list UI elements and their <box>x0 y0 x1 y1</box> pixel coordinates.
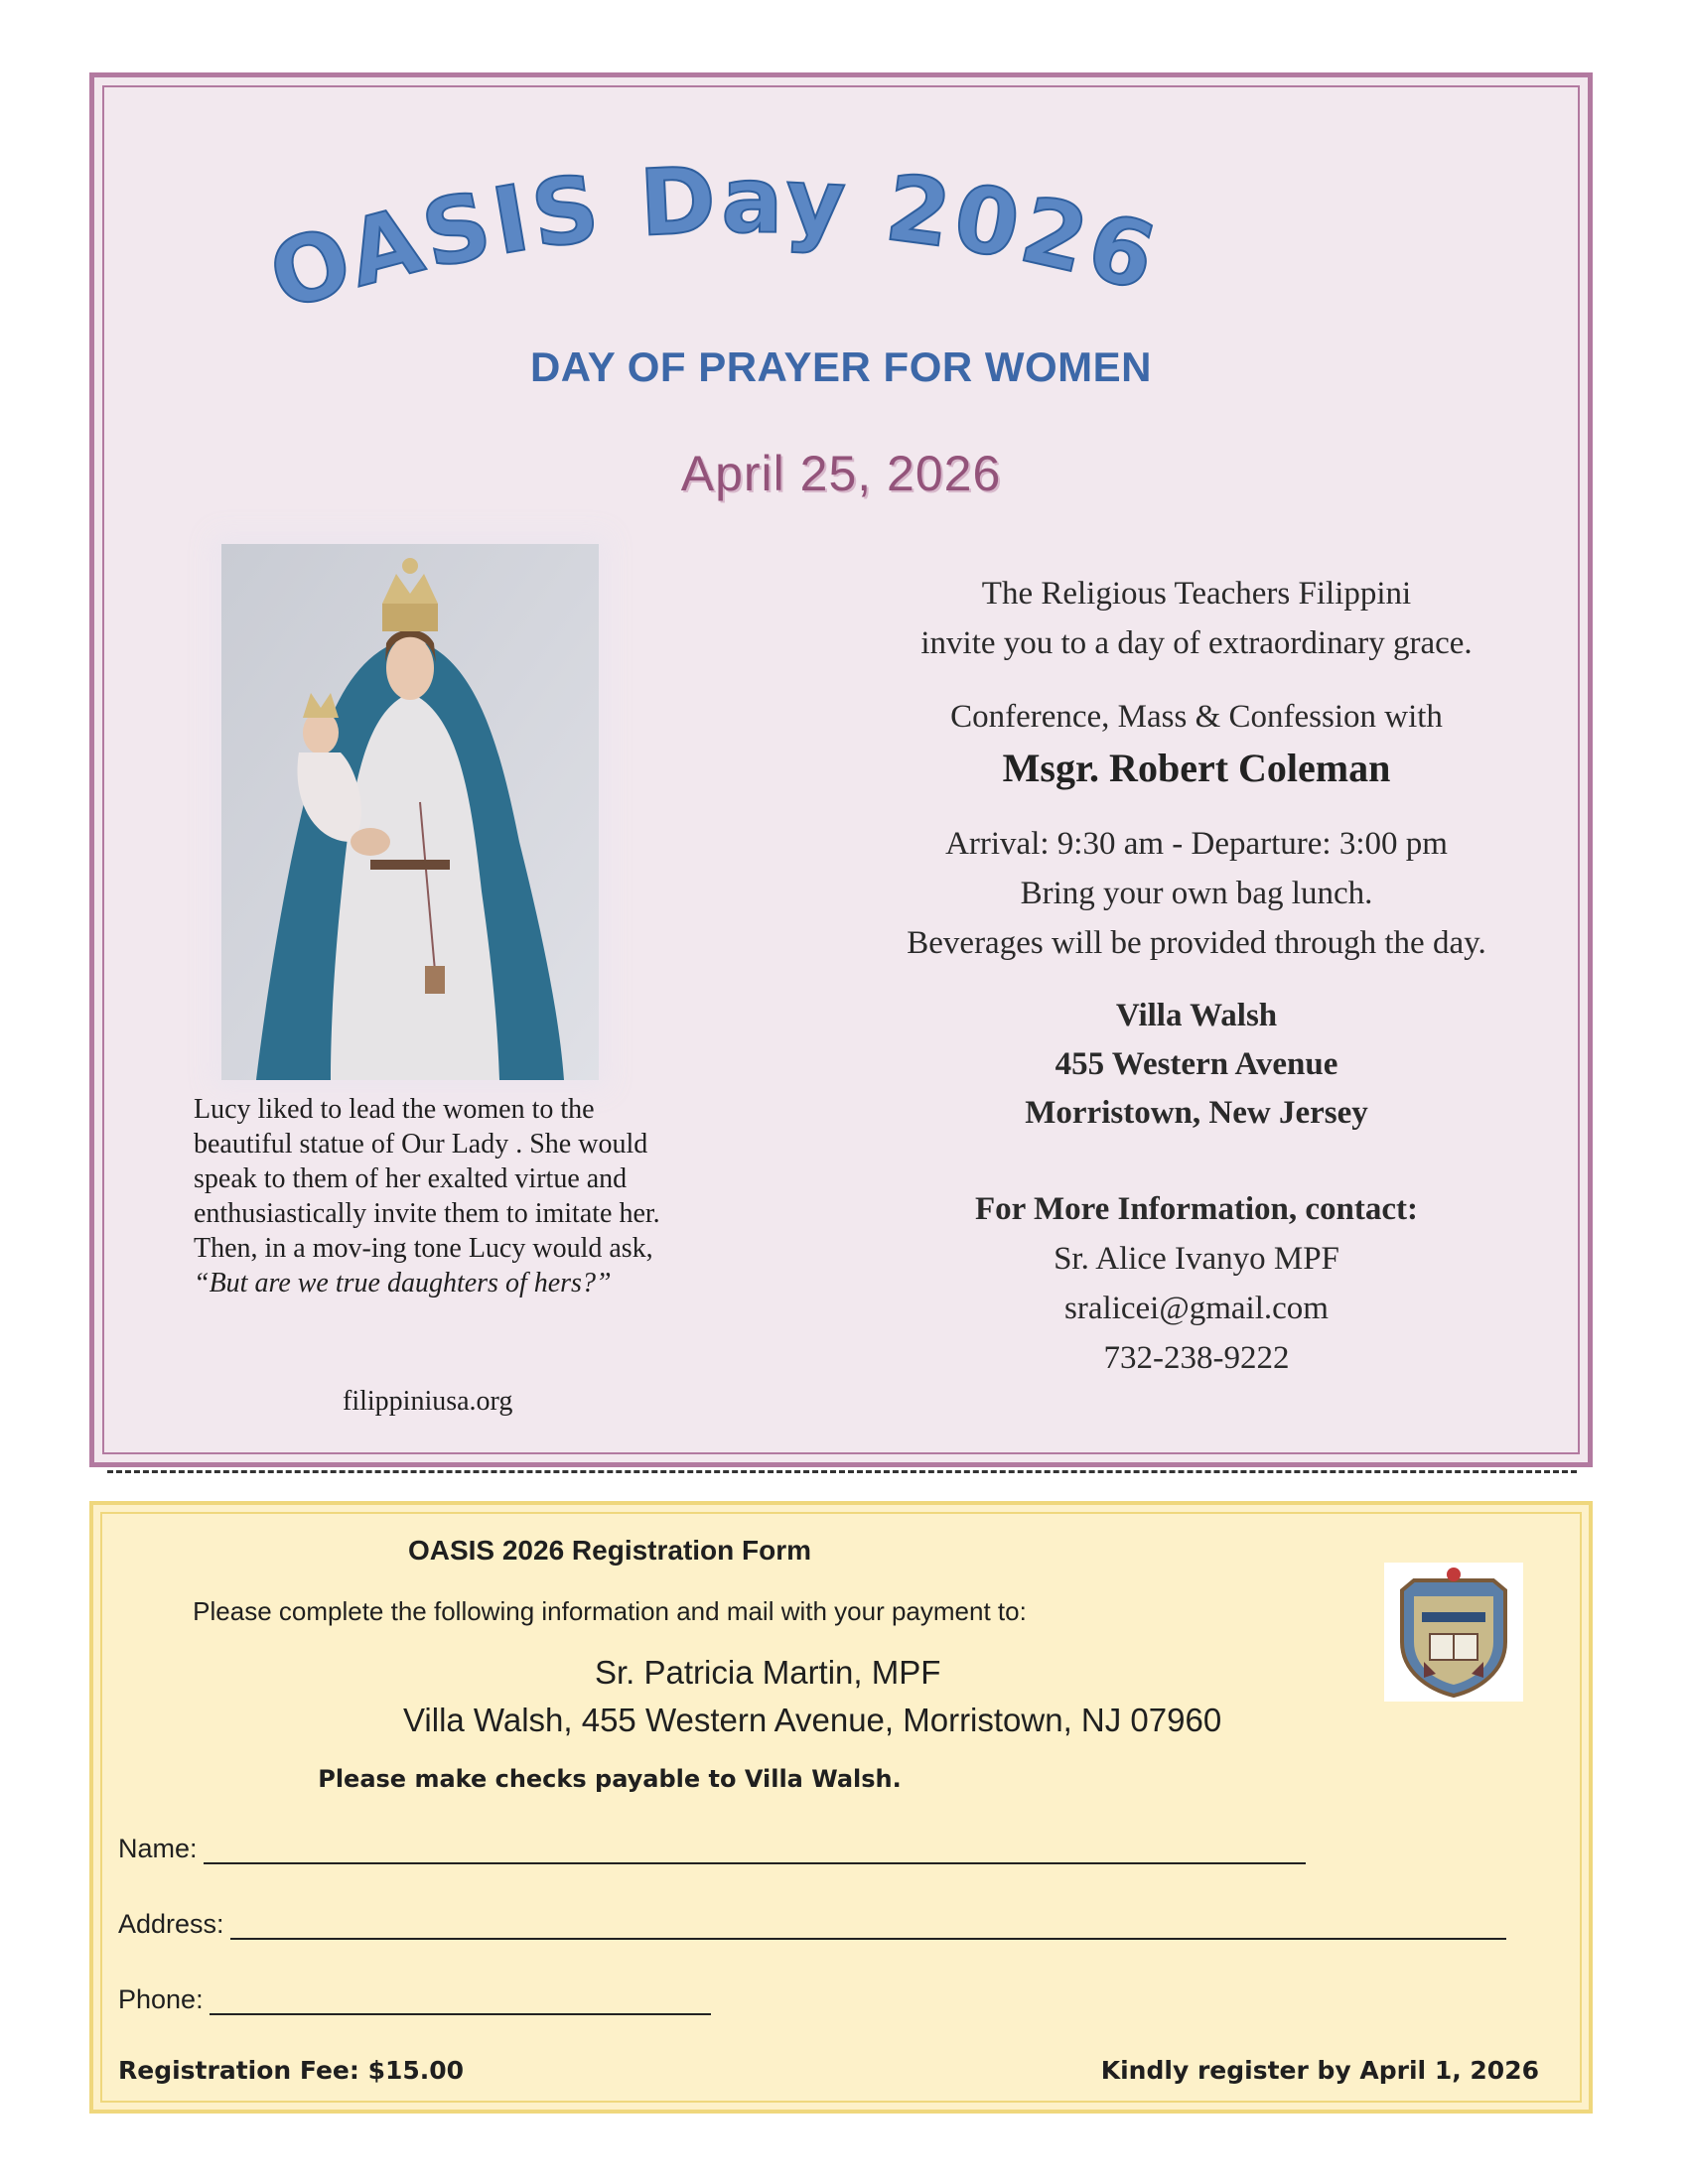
name-field[interactable] <box>118 1833 1306 1864</box>
contact-heading: For More Information, contact: <box>975 1191 1418 1227</box>
lunch-note: Bring your own bag lunch. <box>1020 876 1373 911</box>
headline-text: OASIS Day 2026 <box>257 147 1171 332</box>
contact-email[interactable]: sralicei@gmail.com <box>1064 1291 1329 1326</box>
caption-quote: “But are we true daughters of hers?” <box>194 1268 612 1298</box>
name-input-line[interactable] <box>204 1833 1306 1864</box>
event-info <box>829 569 1564 1383</box>
flyer-panel <box>89 72 1593 1467</box>
subheading: DAY OF PRAYER FOR WOMEN <box>529 343 1153 390</box>
venue-street: 455 Western Avenue <box>1055 1046 1338 1082</box>
invite-line-1: The Religious Teachers Filippini <box>981 576 1412 612</box>
speaker-name: Msgr. Robert Coleman <box>1002 746 1391 790</box>
mail-recipient: Sr. Patricia Martin, MPF <box>595 1654 941 1691</box>
address-field[interactable] <box>118 1908 1506 1940</box>
invite-line-2: invite you to a day of extraordinary grace. <box>920 625 1473 661</box>
form-title: OASIS 2026 Registration Form <box>407 1535 812 1566</box>
checks-note: Please make checks payable to Villa Walsh. <box>318 1765 902 1793</box>
phone-field[interactable] <box>118 1983 711 2015</box>
mail-address: Villa Walsh, 455 Western Avenue, Morristown, NJ 07960 <box>403 1702 1222 1738</box>
statue-photo <box>221 544 599 1080</box>
caption <box>194 1092 685 1300</box>
name-label: Name: <box>118 1834 198 1863</box>
event-date: April 25, 2026 <box>680 446 1002 501</box>
caption-text: Lucy liked to lead the women to the beautiful statue of Our Lady . She would speak to them of her exalted virtue and enthusiastically invite them to imitate her. Then, in a mov-ing tone Lucy would ask, <box>194 1094 660 1264</box>
cut-line-divider <box>107 1470 1577 1483</box>
venue-name: Villa Walsh <box>1115 998 1278 1033</box>
phone-input-line[interactable] <box>210 1983 711 2015</box>
beverages-note: Beverages will be provided through the day. <box>907 925 1486 961</box>
registration-fee: Registration Fee: $15.00 <box>118 2056 465 2085</box>
address-input-line[interactable] <box>230 1908 1506 1940</box>
contact-name: Sr. Alice Ivanyo MPF <box>1054 1241 1339 1277</box>
address-label: Address: <box>118 1909 224 1939</box>
conference-line: Conference, Mass & Confession with <box>950 699 1443 735</box>
seal-logo <box>1384 1563 1523 1702</box>
venue-city: Morristown, New Jersey <box>1025 1095 1368 1131</box>
form-instructions: Please complete the following information and mail with your payment to: <box>193 1596 1027 1626</box>
seal-icon <box>1384 1563 1523 1702</box>
statue-illustration <box>221 544 599 1080</box>
contact-phone[interactable]: 732-238-9222 <box>1103 1340 1290 1376</box>
phone-label: Phone: <box>118 1984 204 2014</box>
registration-deadline: Kindly register by April 1, 2026 <box>1100 2056 1539 2085</box>
schedule: Arrival: 9:30 am - Departure: 3:00 pm <box>945 826 1448 862</box>
registration-form <box>89 1501 1593 2114</box>
website-link[interactable]: filippiniusa.org <box>343 1386 513 1417</box>
svg-text:OASIS Day 2026 <box>257 147 1170 331</box>
